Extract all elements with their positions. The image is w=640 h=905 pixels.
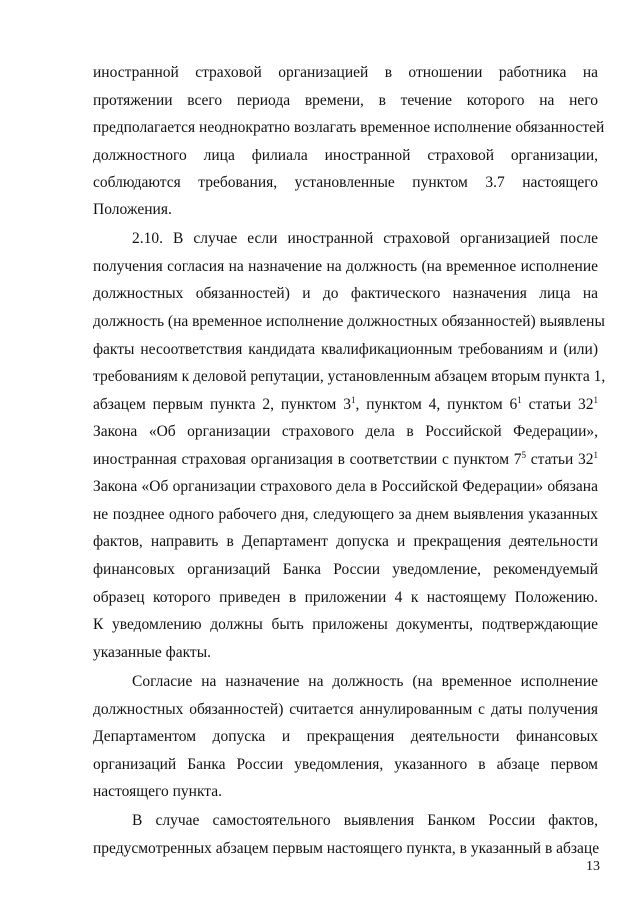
text-line: предусмотренных абзацем первым настоящего пункта, в указанный в абзаце (93, 840, 600, 857)
text-line: Департаментом допуска и прекращения деятельности финансовых (93, 728, 598, 745)
text-line: соблюдаются требования, установленные пунктом 3.7 настоящего (93, 174, 598, 191)
text-segment: , пунктом 4, пунктом 6 (355, 396, 518, 413)
text-line: должность (на временное исполнение должностных обязанностей) выявлены (93, 313, 605, 330)
superscript: 5 (521, 450, 527, 460)
text-line: должностного лица филиала иностранной страховой организации, (93, 147, 598, 164)
text-line-with-superscripts (93, 450, 598, 470)
text-line: Закона «Об организации страхового дела в Российской Федерации», (93, 423, 598, 440)
text-line: факты несоответствия кандидата квалификационным требованиям и (или) (93, 341, 598, 358)
text-line: К уведомлению должны быть приложены документы, подтверждающие (93, 616, 598, 633)
paragraph-first-line: 2.10. В случае если иностранной страховой организацией после (132, 230, 598, 247)
superscript: 1 (351, 395, 356, 405)
text-segment: статьи 32 (526, 451, 594, 468)
paragraph-first-line: Согласие на назначение на должность (на временное исполнение (132, 673, 598, 690)
text-line: указанные факты. (93, 644, 211, 661)
text-line: фактов, направить в Департамент допуска и прекращения деятельности (93, 533, 598, 550)
text-line: образец которого приведен в приложении 4 к настоящему Положению. (93, 589, 598, 606)
text-line: организаций Банка России уведомления, указанного в абзаце первом (93, 756, 598, 773)
text-line: должностных обязанностей) и до фактического назначения лица на (93, 285, 598, 302)
text-line: настоящего пункта. (93, 783, 223, 800)
text-line: Закона «Об организации страхового дела в Российской Федерации» обязана (93, 478, 598, 495)
text-line: Положения. (93, 201, 172, 218)
text-line: иностранной страховой организацией в отношении работника на (93, 64, 598, 81)
page-number: 13 (586, 859, 600, 874)
paragraph-first-line: В случае самостоятельного выявления Банком России фактов, (132, 812, 598, 829)
text-segment: иностранная страховая организация в соответствии с пунктом 7 (93, 451, 522, 468)
text-line: предполагается неоднократно возлагать временное исполнение обязанностей (93, 119, 605, 136)
text-line: требованиям к деловой репутации, установленным абзацем вторым пункта 1, (93, 368, 606, 385)
superscript: 1 (593, 395, 598, 405)
text-segment: абзацем первым пункта 2, пунктом 3 (93, 396, 351, 413)
text-line: получения согласия на назначение на должность (на временное исполнение (93, 258, 598, 275)
text-line: не позднее одного рабочего дня, следующего за днем выявления указанных (93, 506, 598, 523)
superscript: 1 (517, 395, 522, 405)
text-line: протяжении всего периода времени, в течение которого на него (93, 92, 598, 109)
superscript: 1 (593, 450, 598, 460)
text-line-with-superscripts (93, 395, 598, 415)
text-line: должностных обязанностей) считается аннулированным с даты получения (93, 701, 598, 718)
text-line: финансовых организаций Банка России уведомление, рекомендуемый (93, 561, 598, 578)
text-segment: статьи 32 (521, 396, 594, 413)
